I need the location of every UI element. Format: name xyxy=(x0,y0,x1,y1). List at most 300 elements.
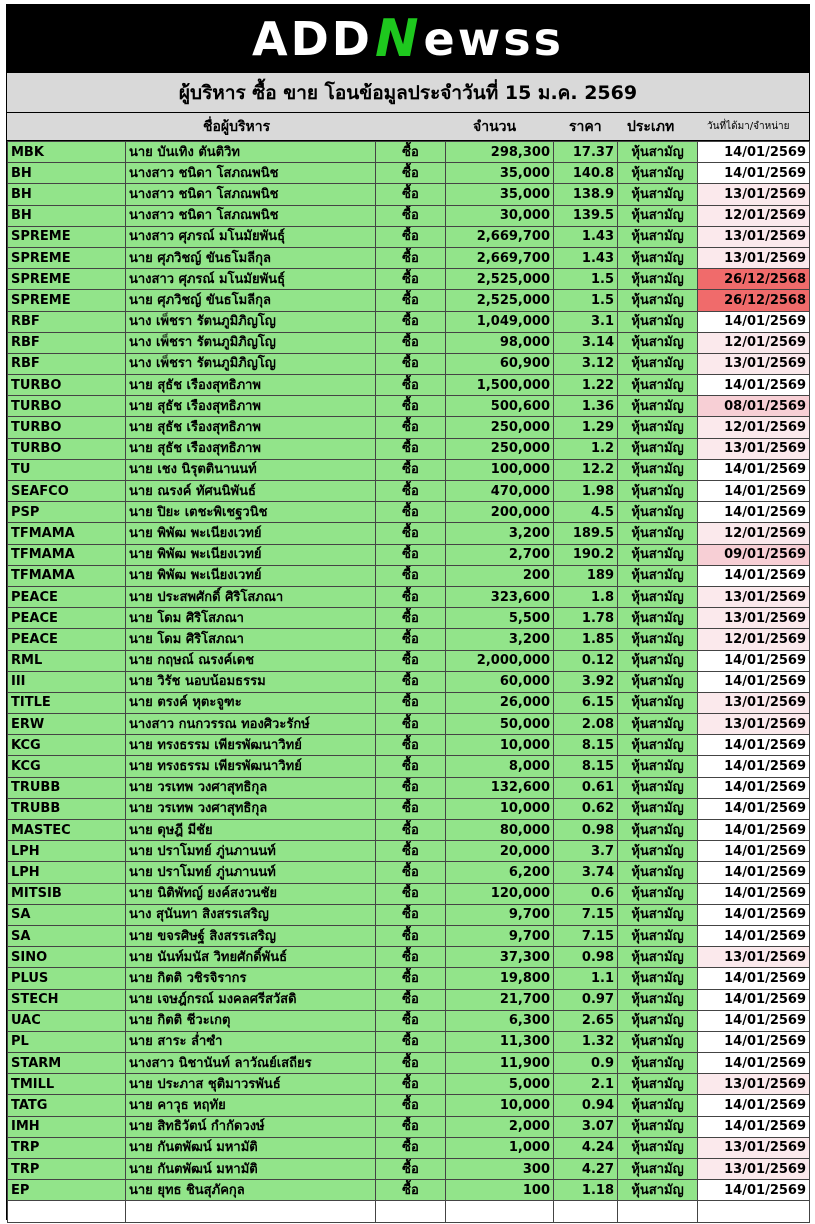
date-cell: 26/12/2568 xyxy=(698,290,810,311)
symbol-cell: STARM xyxy=(8,1053,126,1074)
price-cell: 0.12 xyxy=(554,650,618,671)
date-cell: 13/01/2569 xyxy=(698,1159,810,1180)
executive-name-cell: นาย วิรัช นอบน้อมธรรม xyxy=(126,671,376,692)
report-title: ผู้บริหาร ซื้อ ขาย โอนข้อมูลประจำวันที่ 15 ม.ค. 2569 xyxy=(7,73,809,113)
executive-name-cell: นาย นิติพัทญ์ ยงค์สงวนชัย xyxy=(126,883,376,904)
date-cell: 12/01/2569 xyxy=(698,629,810,650)
security-type-cell: หุ้นสามัญ xyxy=(618,1137,698,1158)
table-row xyxy=(8,1116,810,1137)
symbol-cell: PEACE xyxy=(8,608,126,629)
security-type-cell: หุ้นสามัญ xyxy=(618,968,698,989)
price-cell: 7.15 xyxy=(554,925,618,946)
security-type-cell: หุ้นสามัญ xyxy=(618,756,698,777)
executive-name-cell: นาง สุนันทา สิงสรรเสริญ xyxy=(126,904,376,925)
volume-cell: 5,500 xyxy=(446,608,554,629)
table-row xyxy=(8,1031,810,1052)
security-type-cell: หุ้นสามัญ xyxy=(618,1074,698,1095)
security-type-cell: หุ้นสามัญ xyxy=(618,438,698,459)
table-row xyxy=(8,756,810,777)
addnewss-logo xyxy=(252,9,564,69)
executive-name-cell: นางสาว ศุภรณ์ มโนมัยพันธุ์ xyxy=(126,269,376,290)
table-row xyxy=(8,1074,810,1095)
date-cell: 14/01/2569 xyxy=(698,777,810,798)
security-type-cell: หุ้นสามัญ xyxy=(618,523,698,544)
executive-name-cell: นาย บันเทิง ตันติวิท xyxy=(126,142,376,163)
action-cell: ซื้อ xyxy=(376,1137,446,1158)
price-cell: 6.15 xyxy=(554,692,618,713)
date-cell: 13/01/2569 xyxy=(698,608,810,629)
action-cell: ซื้อ xyxy=(376,396,446,417)
header-name: ชื่อผู้บริหาร xyxy=(203,119,271,135)
symbol-cell: SPREME xyxy=(8,247,126,268)
volume-cell: 19,800 xyxy=(446,968,554,989)
volume-cell: 2,669,700 xyxy=(446,226,554,247)
symbol-cell: BH xyxy=(8,184,126,205)
price-cell: 138.9 xyxy=(554,184,618,205)
executive-name-cell: นาย ปราโมทย์ ภู่นภานนท์ xyxy=(126,862,376,883)
action-cell: ซื้อ xyxy=(376,205,446,226)
empty-cell xyxy=(554,1201,618,1222)
executive-name-cell: นาย กิตติ วชิรจิรากร xyxy=(126,968,376,989)
security-type-cell: หุ้นสามัญ xyxy=(618,629,698,650)
security-type-cell: หุ้นสามัญ xyxy=(618,481,698,502)
action-cell: ซื้อ xyxy=(376,417,446,438)
price-cell: 1.8 xyxy=(554,586,618,607)
action-cell: ซื้อ xyxy=(376,1116,446,1137)
volume-cell: 2,525,000 xyxy=(446,269,554,290)
volume-cell: 1,000 xyxy=(446,1137,554,1158)
executive-name-cell: นาย ทรงธรรม เพียรพัฒนาวิทย์ xyxy=(126,756,376,777)
security-type-cell: หุ้นสามัญ xyxy=(618,586,698,607)
security-type-cell: หุ้นสามัญ xyxy=(618,1159,698,1180)
executive-name-cell: นาย ศุภวิชญ์ ขันธโมลีกุล xyxy=(126,247,376,268)
executive-name-cell: นาง เพ็ชรา รัตนภูมิภิญโญ xyxy=(126,353,376,374)
security-type-cell: หุ้นสามัญ xyxy=(618,608,698,629)
price-cell: 3.12 xyxy=(554,353,618,374)
logo-text-pre: ADD xyxy=(252,12,373,66)
volume-cell: 2,525,000 xyxy=(446,290,554,311)
table-row xyxy=(8,142,810,163)
volume-cell: 3,200 xyxy=(446,523,554,544)
action-cell: ซื้อ xyxy=(376,883,446,904)
symbol-cell: TRUBB xyxy=(8,777,126,798)
price-cell: 1.43 xyxy=(554,247,618,268)
table-row xyxy=(8,438,810,459)
action-cell: ซื้อ xyxy=(376,565,446,586)
date-cell: 14/01/2569 xyxy=(698,735,810,756)
symbol-cell: TFMAMA xyxy=(8,523,126,544)
logo-text-mid: N xyxy=(374,9,422,69)
action-cell: ซื้อ xyxy=(376,375,446,396)
symbol-cell: TRP xyxy=(8,1159,126,1180)
price-cell: 189.5 xyxy=(554,523,618,544)
security-type-cell: หุ้นสามัญ xyxy=(618,777,698,798)
action-cell: ซื้อ xyxy=(376,692,446,713)
executive-name-cell: นาย พิพัฒ พะเนียงเวทย์ xyxy=(126,523,376,544)
action-cell: ซื้อ xyxy=(376,502,446,523)
action-cell: ซื้อ xyxy=(376,798,446,819)
symbol-cell: KCG xyxy=(8,756,126,777)
volume-cell: 80,000 xyxy=(446,820,554,841)
table-row xyxy=(8,862,810,883)
table-row xyxy=(8,1053,810,1074)
security-type-cell: หุ้นสามัญ xyxy=(618,862,698,883)
volume-cell: 20,000 xyxy=(446,841,554,862)
action-cell: ซื้อ xyxy=(376,1053,446,1074)
volume-cell: 300 xyxy=(446,1159,554,1180)
action-cell: ซื้อ xyxy=(376,968,446,989)
date-cell: 14/01/2569 xyxy=(698,481,810,502)
volume-cell: 298,300 xyxy=(446,142,554,163)
empty-cell xyxy=(126,1201,376,1222)
symbol-cell: UAC xyxy=(8,1010,126,1031)
action-cell: ซื้อ xyxy=(376,247,446,268)
volume-cell: 60,900 xyxy=(446,353,554,374)
volume-cell: 8,000 xyxy=(446,756,554,777)
executive-name-cell: นางสาว ชนิดา โสภณพนิช xyxy=(126,163,376,184)
action-cell: ซื้อ xyxy=(376,163,446,184)
executive-name-cell: นาย วรเทพ วงศาสุทธิกุล xyxy=(126,798,376,819)
security-type-cell: หุ้นสามัญ xyxy=(618,1031,698,1052)
action-cell: ซื้อ xyxy=(376,544,446,565)
security-type-cell: หุ้นสามัญ xyxy=(618,544,698,565)
symbol-cell: TURBO xyxy=(8,438,126,459)
price-cell: 3.74 xyxy=(554,862,618,883)
table-row xyxy=(8,968,810,989)
date-cell: 12/01/2569 xyxy=(698,332,810,353)
date-cell: 08/01/2569 xyxy=(698,396,810,417)
executive-name-cell: นาย เชง นิรุตตินานนท์ xyxy=(126,459,376,480)
price-cell: 12.2 xyxy=(554,459,618,480)
executive-name-cell: นางสาว ชนิดา โสภณพนิช xyxy=(126,205,376,226)
table-row xyxy=(8,544,810,565)
table-row xyxy=(8,375,810,396)
executive-name-cell: นาย นันท์มนัส วิทยศักดิ์พันธ์ xyxy=(126,947,376,968)
symbol-cell: PEACE xyxy=(8,586,126,607)
price-cell: 3.1 xyxy=(554,311,618,332)
security-type-cell: หุ้นสามัญ xyxy=(618,142,698,163)
volume-cell: 9,700 xyxy=(446,925,554,946)
volume-cell: 10,000 xyxy=(446,735,554,756)
executive-name-cell: นาย สุธัช เรืองสุทธิภาพ xyxy=(126,417,376,438)
price-cell: 2.08 xyxy=(554,714,618,735)
volume-cell: 2,669,700 xyxy=(446,247,554,268)
security-type-cell: หุ้นสามัญ xyxy=(618,820,698,841)
volume-cell: 11,900 xyxy=(446,1053,554,1074)
security-type-cell: หุ้นสามัญ xyxy=(618,841,698,862)
date-cell: 12/01/2569 xyxy=(698,205,810,226)
action-cell: ซื้อ xyxy=(376,650,446,671)
symbol-cell: PSP xyxy=(8,502,126,523)
symbol-cell: TITLE xyxy=(8,692,126,713)
action-cell: ซื้อ xyxy=(376,523,446,544)
executive-name-cell: นาย ประสพศักดิ์ ศิริโสภณา xyxy=(126,586,376,607)
table-row xyxy=(8,311,810,332)
security-type-cell: หุ้นสามัญ xyxy=(618,714,698,735)
date-cell: 13/01/2569 xyxy=(698,1137,810,1158)
header-volume: จำนวน xyxy=(473,119,517,135)
volume-cell: 98,000 xyxy=(446,332,554,353)
symbol-cell: SPREME xyxy=(8,226,126,247)
date-cell: 14/01/2569 xyxy=(698,1095,810,1116)
table-row xyxy=(8,459,810,480)
action-cell: ซื้อ xyxy=(376,459,446,480)
table-row xyxy=(8,777,810,798)
table-row xyxy=(8,396,810,417)
table-row xyxy=(8,714,810,735)
table-row xyxy=(8,798,810,819)
price-cell: 0.94 xyxy=(554,1095,618,1116)
executive-name-cell: นาย ขจรศิษฐ์ สิงสรรเสริญ xyxy=(126,925,376,946)
volume-cell: 5,000 xyxy=(446,1074,554,1095)
security-type-cell: หุ้นสามัญ xyxy=(618,502,698,523)
price-cell: 1.2 xyxy=(554,438,618,459)
executive-name-cell: นาย สุธัช เรืองสุทธิภาพ xyxy=(126,396,376,417)
date-cell: 13/01/2569 xyxy=(698,1074,810,1095)
date-cell: 14/01/2569 xyxy=(698,1031,810,1052)
security-type-cell: หุ้นสามัญ xyxy=(618,735,698,756)
action-cell: ซื้อ xyxy=(376,714,446,735)
volume-cell: 200,000 xyxy=(446,502,554,523)
executive-name-cell: นาย ปิยะ เตชะพิเชฐวนิช xyxy=(126,502,376,523)
date-cell: 13/01/2569 xyxy=(698,586,810,607)
price-cell: 1.5 xyxy=(554,269,618,290)
volume-cell: 3,200 xyxy=(446,629,554,650)
price-cell: 2.65 xyxy=(554,1010,618,1031)
date-cell: 14/01/2569 xyxy=(698,968,810,989)
price-cell: 0.98 xyxy=(554,947,618,968)
executive-name-cell: นาย ทรงธรรม เพียรพัฒนาวิทย์ xyxy=(126,735,376,756)
action-cell: ซื้อ xyxy=(376,142,446,163)
action-cell: ซื้อ xyxy=(376,777,446,798)
action-cell: ซื้อ xyxy=(376,947,446,968)
symbol-cell: TFMAMA xyxy=(8,544,126,565)
table-row xyxy=(8,989,810,1010)
executive-name-cell: นางสาว ศุภรณ์ มโนมัยพันธุ์ xyxy=(126,226,376,247)
security-type-cell: หุ้นสามัญ xyxy=(618,1010,698,1031)
action-cell: ซื้อ xyxy=(376,332,446,353)
executive-name-cell: นาย สิทธิวัตน์ กำกัดวงษ์ xyxy=(126,1116,376,1137)
table-row xyxy=(8,650,810,671)
symbol-cell: MBK xyxy=(8,142,126,163)
date-cell: 14/01/2569 xyxy=(698,1180,810,1201)
action-cell: ซื้อ xyxy=(376,481,446,502)
security-type-cell: หุ้นสามัญ xyxy=(618,1116,698,1137)
executive-name-cell: นาย สุธัช เรืองสุทธิภาพ xyxy=(126,438,376,459)
symbol-cell: TMILL xyxy=(8,1074,126,1095)
security-type-cell: หุ้นสามัญ xyxy=(618,163,698,184)
date-cell: 14/01/2569 xyxy=(698,375,810,396)
transactions-table xyxy=(7,141,810,1223)
symbol-cell: MITSIB xyxy=(8,883,126,904)
volume-cell: 9,700 xyxy=(446,904,554,925)
security-type-cell: หุ้นสามัญ xyxy=(618,1095,698,1116)
price-cell: 0.62 xyxy=(554,798,618,819)
action-cell: ซื้อ xyxy=(376,904,446,925)
price-cell: 7.15 xyxy=(554,904,618,925)
volume-cell: 250,000 xyxy=(446,438,554,459)
table-row xyxy=(8,163,810,184)
action-cell: ซื้อ xyxy=(376,586,446,607)
volume-cell: 200 xyxy=(446,565,554,586)
price-cell: 4.27 xyxy=(554,1159,618,1180)
price-cell: 140.8 xyxy=(554,163,618,184)
price-cell: 1.22 xyxy=(554,375,618,396)
volume-cell: 30,000 xyxy=(446,205,554,226)
table-row xyxy=(8,502,810,523)
price-cell: 1.32 xyxy=(554,1031,618,1052)
date-cell: 14/01/2569 xyxy=(698,1010,810,1031)
price-cell: 0.9 xyxy=(554,1053,618,1074)
action-cell: ซื้อ xyxy=(376,756,446,777)
executive-name-cell: นาย วรเทพ วงศาสุทธิกุล xyxy=(126,777,376,798)
date-cell: 14/01/2569 xyxy=(698,841,810,862)
action-cell: ซื้อ xyxy=(376,1095,446,1116)
empty-cell xyxy=(698,1201,810,1222)
date-cell: 12/01/2569 xyxy=(698,417,810,438)
table-row xyxy=(8,925,810,946)
date-cell: 14/01/2569 xyxy=(698,163,810,184)
price-cell: 8.15 xyxy=(554,735,618,756)
logo-banner xyxy=(7,5,809,73)
symbol-cell: MASTEC xyxy=(8,820,126,841)
date-cell: 13/01/2569 xyxy=(698,247,810,268)
action-cell: ซื้อ xyxy=(376,1159,446,1180)
table-row xyxy=(8,947,810,968)
action-cell: ซื้อ xyxy=(376,1074,446,1095)
symbol-cell: ERW xyxy=(8,714,126,735)
security-type-cell: หุ้นสามัญ xyxy=(618,459,698,480)
date-cell: 26/12/2568 xyxy=(698,269,810,290)
date-cell: 13/01/2569 xyxy=(698,184,810,205)
action-cell: ซื้อ xyxy=(376,269,446,290)
symbol-cell: TRUBB xyxy=(8,798,126,819)
date-cell: 14/01/2569 xyxy=(698,311,810,332)
symbol-cell: IMH xyxy=(8,1116,126,1137)
date-cell: 13/01/2569 xyxy=(698,692,810,713)
security-type-cell: หุ้นสามัญ xyxy=(618,184,698,205)
empty-cell xyxy=(618,1201,698,1222)
volume-cell: 60,000 xyxy=(446,671,554,692)
date-cell: 14/01/2569 xyxy=(698,671,810,692)
symbol-cell: RBF xyxy=(8,311,126,332)
price-cell: 3.14 xyxy=(554,332,618,353)
price-cell: 1.36 xyxy=(554,396,618,417)
table-row xyxy=(8,841,810,862)
date-cell: 13/01/2569 xyxy=(698,438,810,459)
executive-name-cell: นาย ศุภวิชญ์ ขันธโมลีกุล xyxy=(126,290,376,311)
table-row xyxy=(8,629,810,650)
price-cell: 1.1 xyxy=(554,968,618,989)
price-cell: 3.07 xyxy=(554,1116,618,1137)
price-cell: 4.5 xyxy=(554,502,618,523)
table-row xyxy=(8,692,810,713)
table-row xyxy=(8,565,810,586)
executive-name-cell: นาย สุธัช เรืองสุทธิภาพ xyxy=(126,375,376,396)
header-type: ประเภท xyxy=(627,119,675,135)
security-type-cell: หุ้นสามัญ xyxy=(618,650,698,671)
action-cell: ซื้อ xyxy=(376,862,446,883)
table-row xyxy=(8,184,810,205)
volume-cell: 100,000 xyxy=(446,459,554,480)
date-cell: 14/01/2569 xyxy=(698,650,810,671)
symbol-cell: TURBO xyxy=(8,417,126,438)
date-cell: 14/01/2569 xyxy=(698,502,810,523)
executive-name-cell: นาย กันตพัฒน์ มหามัติ xyxy=(126,1159,376,1180)
symbol-cell: TRP xyxy=(8,1137,126,1158)
header-price: ราคา xyxy=(569,119,602,135)
table-row xyxy=(8,671,810,692)
symbol-cell: RBF xyxy=(8,353,126,374)
executive-name-cell: นางสาว กนกวรรณ ทองศิวะรักษ์ xyxy=(126,714,376,735)
executive-name-cell: นาย กฤษณ์ ณรงค์เดช xyxy=(126,650,376,671)
action-cell: ซื้อ xyxy=(376,989,446,1010)
volume-cell: 250,000 xyxy=(446,417,554,438)
security-type-cell: หุ้นสามัญ xyxy=(618,311,698,332)
table-row xyxy=(8,883,810,904)
action-cell: ซื้อ xyxy=(376,438,446,459)
security-type-cell: หุ้นสามัญ xyxy=(618,1053,698,1074)
action-cell: ซื้อ xyxy=(376,1010,446,1031)
action-cell: ซื้อ xyxy=(376,925,446,946)
table-row xyxy=(8,481,810,502)
security-type-cell: หุ้นสามัญ xyxy=(618,396,698,417)
action-cell: ซื้อ xyxy=(376,1031,446,1052)
volume-cell: 6,300 xyxy=(446,1010,554,1031)
volume-cell: 26,000 xyxy=(446,692,554,713)
security-type-cell: หุ้นสามัญ xyxy=(618,883,698,904)
volume-cell: 323,600 xyxy=(446,586,554,607)
price-cell: 17.37 xyxy=(554,142,618,163)
date-cell: 14/01/2569 xyxy=(698,459,810,480)
table-row xyxy=(8,904,810,925)
date-cell: 14/01/2569 xyxy=(698,904,810,925)
date-cell: 14/01/2569 xyxy=(698,142,810,163)
price-cell: 8.15 xyxy=(554,756,618,777)
price-cell: 189 xyxy=(554,565,618,586)
table-row xyxy=(8,269,810,290)
security-type-cell: หุ้นสามัญ xyxy=(618,798,698,819)
price-cell: 0.6 xyxy=(554,883,618,904)
action-cell: ซื้อ xyxy=(376,311,446,332)
security-type-cell: หุ้นสามัญ xyxy=(618,904,698,925)
action-cell: ซื้อ xyxy=(376,226,446,247)
symbol-cell: SINO xyxy=(8,947,126,968)
security-type-cell: หุ้นสามัญ xyxy=(618,375,698,396)
symbol-cell: STECH xyxy=(8,989,126,1010)
symbol-cell: PEACE xyxy=(8,629,126,650)
volume-cell: 2,000 xyxy=(446,1116,554,1137)
empty-cell xyxy=(376,1201,446,1222)
action-cell: ซื้อ xyxy=(376,353,446,374)
executive-name-cell: นาย ตรงค์ หุตะจูฑะ xyxy=(126,692,376,713)
price-cell: 1.85 xyxy=(554,629,618,650)
symbol-cell: EP xyxy=(8,1180,126,1201)
security-type-cell: หุ้นสามัญ xyxy=(618,671,698,692)
symbol-cell: SPREME xyxy=(8,269,126,290)
column-header-row xyxy=(7,113,809,141)
volume-cell: 132,600 xyxy=(446,777,554,798)
executive-name-cell: นาย ดุษฎี มีชัย xyxy=(126,820,376,841)
price-cell: 0.97 xyxy=(554,989,618,1010)
action-cell: ซื้อ xyxy=(376,841,446,862)
symbol-cell: SA xyxy=(8,904,126,925)
table-row xyxy=(8,1159,810,1180)
price-cell: 4.24 xyxy=(554,1137,618,1158)
date-cell: 14/01/2569 xyxy=(698,798,810,819)
symbol-cell: TATG xyxy=(8,1095,126,1116)
symbol-cell: BH xyxy=(8,205,126,226)
